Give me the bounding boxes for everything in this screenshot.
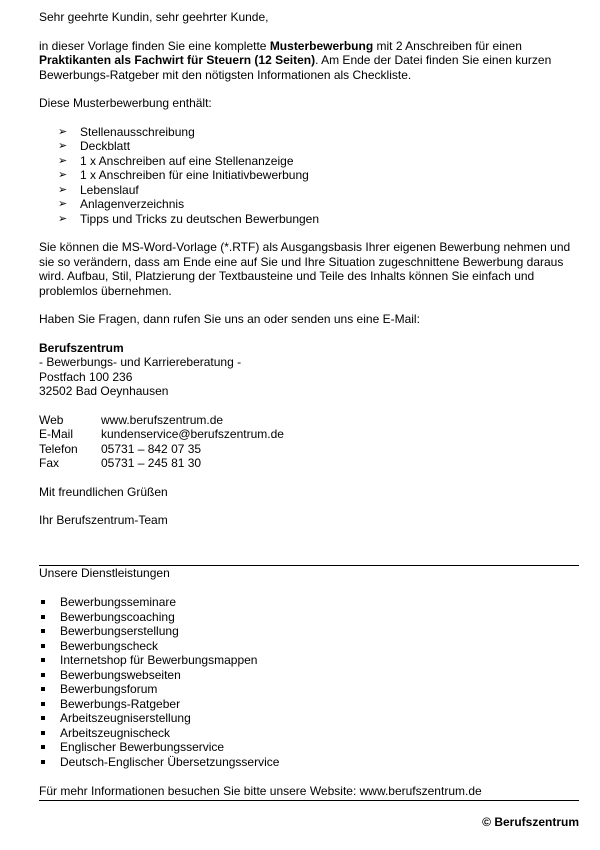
- contact-table: [39, 413, 284, 471]
- contact-row-phone: [39, 442, 284, 457]
- contact-label: Web: [39, 412, 64, 427]
- services-list: [39, 595, 279, 769]
- arrow-bullet-icon: ➢: [58, 212, 68, 225]
- contents-heading: Diese Musterbewerbung enthält:: [39, 96, 212, 110]
- more-info-text: Für mehr Informationen besuchen Sie bitte unsere Website: www.berufszentrum.de: [39, 784, 482, 798]
- city: 32502 Bad Oeynhausen: [39, 384, 169, 398]
- contact-row-fax: [39, 456, 284, 471]
- square-bullet-icon: [41, 687, 45, 691]
- questions-paragraph: Haben Sie Fragen, dann rufen Sie uns an oder senden uns eine E-Mail:: [39, 312, 420, 326]
- arrow-bullet-icon: ➢: [58, 125, 68, 138]
- contact-row-web: [39, 413, 284, 428]
- list-item-label: Bewerbungswebseiten: [60, 667, 181, 682]
- square-bullet-icon: [41, 629, 45, 633]
- list-item: [39, 595, 279, 610]
- square-bullet-icon: [41, 760, 45, 764]
- list-item: [58, 139, 579, 154]
- address-block: [39, 341, 579, 399]
- list-item-label: Stellenausschreibung: [80, 124, 195, 139]
- square-bullet-icon: [41, 644, 45, 648]
- website-link[interactable]: www.berufszentrum.de: [101, 412, 224, 427]
- contents-list: [39, 125, 579, 227]
- list-item-label: Bewerbungscheck: [60, 638, 159, 653]
- company-subtitle: - Bewerbungs- und Karriereberatung -: [39, 355, 242, 369]
- list-item: [39, 624, 279, 639]
- list-item: [58, 212, 579, 227]
- square-bullet-icon: [41, 745, 45, 749]
- copyright-notice: © Berufszentrum: [482, 815, 579, 829]
- square-bullet-icon: [41, 673, 45, 677]
- intro-bold-target: Praktikanten als Fachwirt für Steuern (12 Seiten): [39, 53, 316, 67]
- list-item-label: 1 x Anschreiben für eine Initiativbewerbung: [80, 168, 309, 182]
- contact-label: Telefon: [39, 441, 78, 456]
- arrow-bullet-icon: ➢: [58, 198, 68, 210]
- square-bullet-icon: [41, 702, 45, 706]
- arrow-bullet-icon: ➢: [58, 183, 68, 196]
- closing-greeting: Mit freundlichen Grüßen: [39, 484, 168, 499]
- contact-row-email: [39, 427, 284, 442]
- contact-label: E-Mail: [39, 427, 74, 441]
- word-template-paragraph: Sie können die MS-Word-Vorlage (*.RTF) als Ausgangsbasis Ihrer eigenen Bewerbung nehmen und sie so verändern, dass am Ende eine auf Sie und Ihre Situation zugeschnittene Bewerbung daraus wird. Aufbau, Stil, Platzierung der Textbausteine und Teile des Inhalts können Sie einfach und problemlos übernehmen.: [39, 240, 571, 298]
- arrow-bullet-icon: ➢: [58, 140, 68, 152]
- phone-value: 05731 – 842 07 35: [101, 441, 202, 456]
- list-item-label: Internetshop für Bewerbungsmappen: [60, 653, 258, 667]
- salutation: Sehr geehrte Kundin, sehr geehrter Kunde,: [39, 10, 269, 24]
- fax-value: 05731 – 245 81 30: [101, 456, 202, 470]
- list-item: [58, 183, 579, 198]
- list-item-label: Bewerbungscoaching: [60, 609, 175, 624]
- divider: [39, 800, 579, 801]
- list-item: [39, 639, 279, 654]
- list-item-label: 1 x Anschreiben auf eine Stellenanzeige: [80, 153, 294, 168]
- arrow-bullet-icon: ➢: [58, 169, 68, 181]
- list-item-label: Bewerbungsforum: [60, 682, 158, 696]
- list-item-label: Bewerbungsseminare: [60, 595, 177, 609]
- list-item-label: Arbeitszeugniserstellung: [60, 711, 191, 725]
- intro-bold-product: Musterbewerbung: [269, 38, 374, 53]
- email-link[interactable]: kundenservice@berufszentrum.de: [101, 427, 284, 441]
- intro-text-3: . Am Ende der Datei finden Sie einen kurzen Bewerbungs-Ratgeber mit den nötigsten Informationen als Checkliste.: [39, 53, 552, 82]
- list-item-label: Bewerbungs-Ratgeber: [60, 696, 181, 711]
- list-item: [58, 197, 579, 212]
- list-item: [39, 653, 279, 668]
- list-item-label: Anlagenverzeichnis: [80, 197, 185, 211]
- arrow-bullet-icon: ➢: [58, 154, 68, 167]
- intro-text-1: in dieser Vorlage finden Sie eine komplette: [39, 38, 270, 53]
- list-item: [39, 668, 279, 683]
- list-item-label: Tipps und Tricks zu deutschen Bewerbungen: [80, 211, 320, 226]
- signature: Ihr Berufszentrum-Team: [39, 513, 168, 527]
- square-bullet-icon: [41, 716, 45, 720]
- list-item: [58, 125, 579, 140]
- square-bullet-icon: [41, 600, 45, 604]
- intro-paragraph: [39, 39, 579, 83]
- company-name: Berufszentrum: [39, 340, 124, 355]
- list-item-label: Arbeitszeugnischeck: [60, 725, 171, 740]
- services-heading: Unsere Dienstleistungen: [39, 566, 170, 580]
- list-item: [39, 610, 279, 625]
- list-item: [58, 168, 579, 183]
- list-item: [39, 697, 279, 712]
- square-bullet-icon: [41, 658, 45, 662]
- postbox: Postfach 100 236: [39, 369, 133, 384]
- letter-body: [39, 10, 579, 528]
- list-item: [39, 726, 279, 741]
- intro-text-2: mit 2 Anschreiben für einen: [373, 38, 522, 53]
- list-item-label: Lebenslauf: [80, 182, 139, 197]
- list-item: [58, 154, 579, 169]
- square-bullet-icon: [41, 731, 45, 735]
- square-bullet-icon: [41, 615, 45, 619]
- list-item-label: Deutsch-Englischer Übersetzungsservice: [60, 754, 280, 769]
- list-item-label: Bewerbungserstellung: [60, 624, 179, 638]
- list-item-label: Englischer Bewerbungsservice: [60, 740, 225, 754]
- list-item-label: Deckblatt: [80, 139, 131, 153]
- list-item: [39, 711, 279, 726]
- list-item: [39, 740, 279, 755]
- list-item: [39, 755, 279, 770]
- contact-label: Fax: [39, 456, 60, 470]
- list-item: [39, 682, 279, 697]
